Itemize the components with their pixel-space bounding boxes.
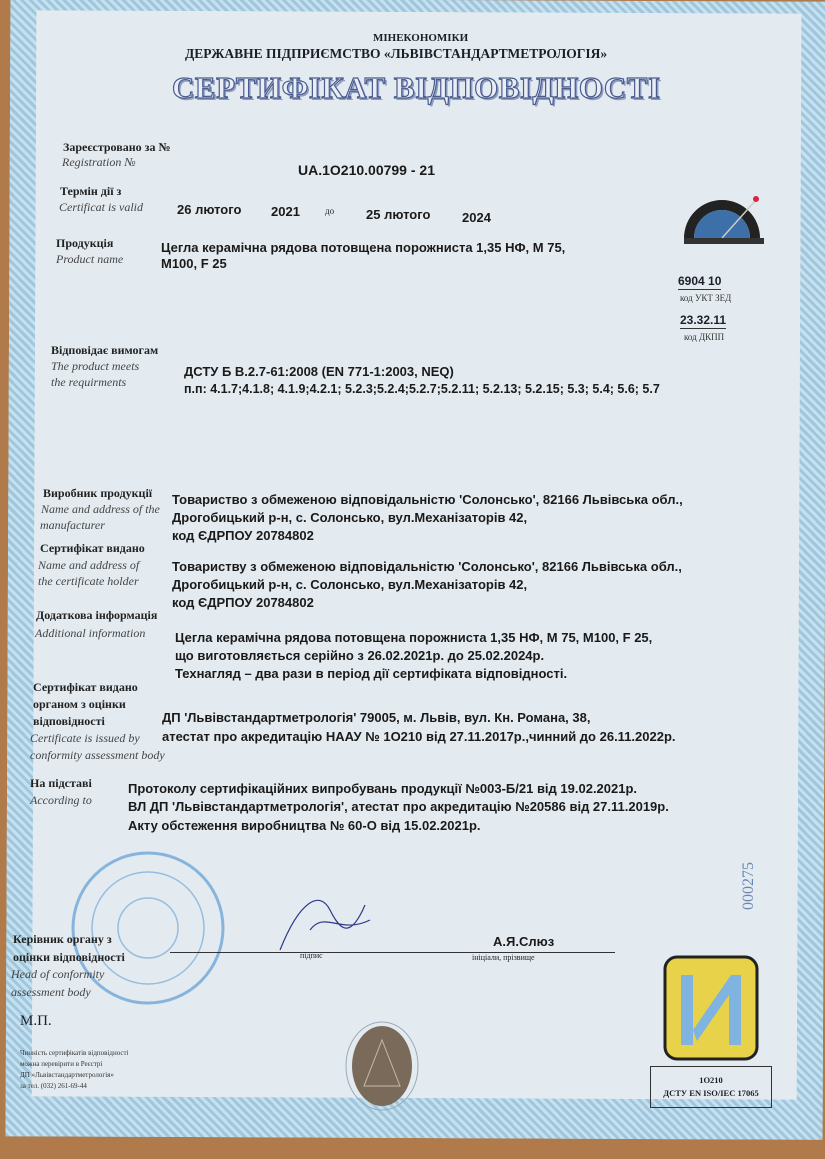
footer-note-line: Чинність сертифікатів відповідності xyxy=(20,1049,129,1057)
signatory-label1: Керівник органу з xyxy=(13,932,112,946)
holder-label: Сертифікат видано xyxy=(40,541,145,555)
additional-label-en: Additional information xyxy=(35,626,146,640)
validity-label-en: Certificat is valid xyxy=(59,200,143,214)
valid-to-year: 2024 xyxy=(462,210,491,225)
accreditation-box xyxy=(650,1066,772,1108)
registration-number: UA.1O210.00799 - 21 xyxy=(298,162,435,178)
product-label-en: Product name xyxy=(56,252,124,266)
dkpp-code: 23.32.11 xyxy=(680,313,727,327)
holder-line2: Дрогобицький р-н, с. Солонсько, вул.Механізаторів 42, xyxy=(172,577,528,592)
dkpp-label: код ДКПП xyxy=(684,332,725,342)
organization-logo xyxy=(676,192,766,248)
requirements-label: Відповідає вимогам xyxy=(51,343,159,357)
validity-label: Термін дії з xyxy=(60,184,122,198)
footer-note-line: ДП «Львівстандартметрологія» xyxy=(20,1071,114,1079)
product-name-line2: М100, F 25 xyxy=(161,256,227,271)
additional-label: Додаткова інформація xyxy=(36,608,158,622)
holder-line3: код ЄДРПОУ 20784802 xyxy=(172,595,314,610)
accreditation-standard: ДСТУ EN ISO/IEC 17065 xyxy=(663,1088,759,1098)
serial-number: 000275 xyxy=(740,862,757,910)
signatory-name: А.Я.Слюз xyxy=(493,934,555,949)
requirements-label-en1: The product meets xyxy=(51,359,140,373)
basis-label-en: According to xyxy=(30,793,92,807)
requirements-standard: ДСТУ Б В.2.7-61:2008 (EN 771-1:2003, NEQ) xyxy=(184,364,454,379)
official-stamp xyxy=(68,848,228,1008)
valid-to-word: до xyxy=(325,206,335,216)
organization: ДЕРЖАВНЕ ПІДПРИЄМСТВО «ЛЬВІВСТАНДАРТМЕТРОЛОГІЯ» xyxy=(185,46,608,61)
manufacturer-label-en2: manufacturer xyxy=(40,518,105,532)
registration-label: Зареєстровано за № xyxy=(63,140,171,154)
signatory-label-en1: Head of conformity xyxy=(11,967,105,981)
body-line1: ДП 'Львівстандартметрологія' 79005, м. Львів, вул. Кн. Романа, 38, xyxy=(162,710,591,725)
signatory-label2: оцінки відповідності xyxy=(13,950,125,964)
signatory-label-en2: assessment body xyxy=(11,985,91,999)
product-name-line1: Цегла керамічна рядова потовщена порожниста 1,35 НФ, М 75, xyxy=(161,240,566,255)
ministry: МІНЕКОНОМІКИ xyxy=(373,32,469,44)
footer-note-line: можна перевірити в Реєстрі xyxy=(20,1060,103,1068)
valid-from-year: 2021 xyxy=(271,204,300,219)
manufacturer-label-en1: Name and address of the xyxy=(41,502,160,516)
sign-label: підпис xyxy=(300,951,323,960)
hologram-seal xyxy=(344,1020,420,1112)
body-line2: атестат про акредитацію НААУ № 1O210 від 27.11.2017р.,чинний до 26.11.2022р. xyxy=(162,729,676,744)
manufacturer-line1: Товариство з обмеженою відповідальністю 'Солонсько', 82166 Львівська обл., xyxy=(172,492,683,507)
additional-line3: Технагляд – два рази в період дії сертифіката відповідності. xyxy=(175,666,568,681)
basis-line2: ВЛ ДП 'Львівстандартметрологія', атестат про акредитацію №20586 від 27.11.2019р. xyxy=(128,799,669,814)
holder-label-en2: the certificate holder xyxy=(38,574,139,588)
body-label1: Сертифікат видано xyxy=(33,680,138,694)
holder-line1: Товариству з обмеженою відповідальністю 'Солонсько', 82166 Львівська обл., xyxy=(172,559,682,574)
seal-place: М.П. xyxy=(20,1013,52,1029)
signature xyxy=(270,880,380,960)
basis-line3: Акту обстеження виробництва № 60-О від 15.02.2021р. xyxy=(128,818,481,833)
valid-from-day: 26 лютого xyxy=(177,202,242,217)
manufacturer-line3: код ЄДРПОУ 20784802 xyxy=(172,528,314,543)
manufacturer-line2: Дрогобицький р-н, с. Солонсько, вул.Механізаторів 42, xyxy=(172,510,528,525)
basis-label: На підставі xyxy=(30,776,92,790)
requirements-clauses: п.п: 4.1.7;4.1.8; 4.1.9;4.2.1; 5.2.3;5.2.4;5.2.7;5.2.11; 5.2.13; 5.2.15; 5.3; 5.4; 5.6; 5.7 xyxy=(184,382,660,396)
accreditation-logo xyxy=(663,955,759,1061)
body-label2: органом з оцінки xyxy=(33,697,126,711)
registration-label-en: Registration № xyxy=(62,155,136,169)
requirements-label-en2: the requirments xyxy=(51,375,127,389)
body-label-en1: Certificate is issued by xyxy=(30,731,140,745)
body-label-en2: conformity assessment body xyxy=(30,748,165,762)
product-label: Продукція xyxy=(56,236,114,250)
valid-to-day: 25 лютого xyxy=(366,207,431,222)
basis-line1: Протоколу сертифікаційних випробувань продукції №003-Б/21 від 19.02.2021р. xyxy=(128,781,638,796)
manufacturer-label: Виробник продукції xyxy=(43,486,153,500)
signature-line xyxy=(170,952,615,953)
accreditation-number: 1O210 xyxy=(699,1075,723,1085)
footer-note-line: за тел. (032) 261-69-44 xyxy=(20,1082,87,1090)
ukt-zed-code: 6904 10 xyxy=(678,274,722,288)
holder-label-en1: Name and address of xyxy=(38,558,140,572)
ukt-zed-label: код УКТ ЗЕД xyxy=(680,293,732,303)
additional-line2: що виготовляється серійно з 26.02.2021р. до 25.02.2024р. xyxy=(175,648,545,663)
page-title: СЕРТИФІКАТ ВІДПОВІДНОСТІ xyxy=(172,70,661,105)
body-label3: відповідності xyxy=(33,714,105,728)
additional-line1: Цегла керамічна рядова потовщена порожниста 1,35 НФ, М 75, М100, F 25, xyxy=(175,630,653,645)
footer-note xyxy=(20,1048,129,1092)
name-label: ініціали, прізвище xyxy=(472,953,535,962)
